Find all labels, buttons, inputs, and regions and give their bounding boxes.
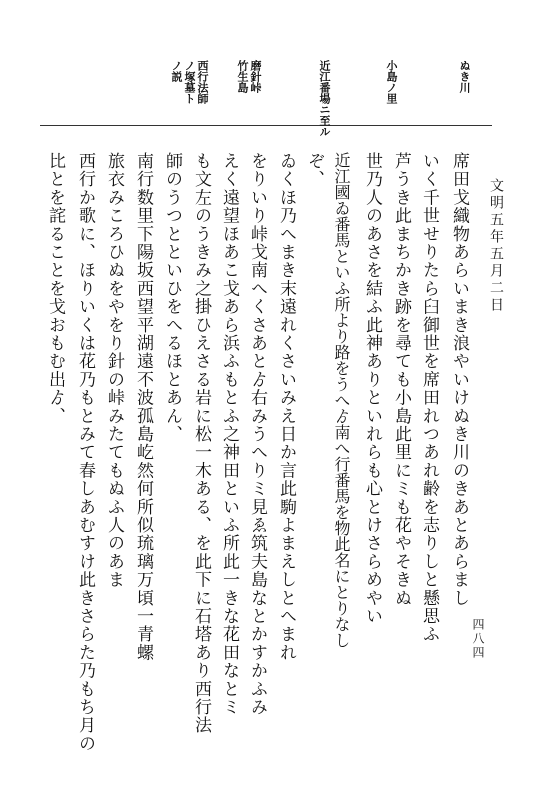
header-rule (40, 125, 492, 126)
page-number: 四八四 (471, 618, 485, 660)
head-note: 西行法師 ノ塚墓ト ノ説 (170, 60, 209, 104)
header-date: 文明五年五月二日 (488, 178, 504, 314)
text-line: 旅衣みころひぬをやをり針の峠みたてもぬふ人のあま (104, 152, 124, 589)
head-note: ぬき川 (458, 60, 471, 93)
text-line: も文左のうきみ之掛ひえさる岩に松一木ある、を此下に石塔あり西行法 (191, 152, 211, 735)
text-line: 師のうつとといひをへるほとあん、 (162, 152, 182, 444)
text-line: をりいり峠戈南へくさあとゟ右みうへりミ見ゑ筑夫島なとかすかふみ (247, 152, 267, 717)
text-line: 席田戈織物あらいまき浪やいけぬき川のきあとあらまし (449, 152, 469, 607)
text-line: 南行数里下陽坂西望平湖遠不波孤島屹然何所似琉璃万頃一青螺 (133, 152, 153, 662)
text-line: 世乃人のあさを結ふ此神ありといれらも心とけさらめやい (362, 152, 382, 626)
head-note: 近江番場ニ至ル (318, 60, 331, 137)
text-line: ゐくほ乃へまき末遠れくさいみえ日か言此駒よまえしとへまれ (276, 152, 296, 662)
text-line: 近江國ゐ番馬といふ所より路をうへゟ南へ行番馬を物此名にとりなし (332, 152, 351, 648)
text-line: いく千世せりたら臼御世を席田れつあれ齢を志りしと懸思ふ (419, 152, 439, 644)
text-line: 西行か歌に、ほりいくは花乃もとみて春しあむすけ此きさらた乃もち月の (75, 152, 95, 753)
text-line: えく遠望ほあこ戈あら浜ふもとふ之神田といふ所此一きな花田なとミ (219, 152, 239, 717)
head-note: 小島ノ里 (385, 60, 398, 104)
text-line: ぞ、 (304, 152, 324, 189)
text-line: 比とを詫ることを戈おもむ出ゟ、 (45, 152, 65, 425)
head-note: 磨針峠 竹生島 (236, 60, 262, 93)
text-line: 芦うき此まちかき跡を尋ても小島此里にミも花やそきぬ (391, 152, 411, 607)
